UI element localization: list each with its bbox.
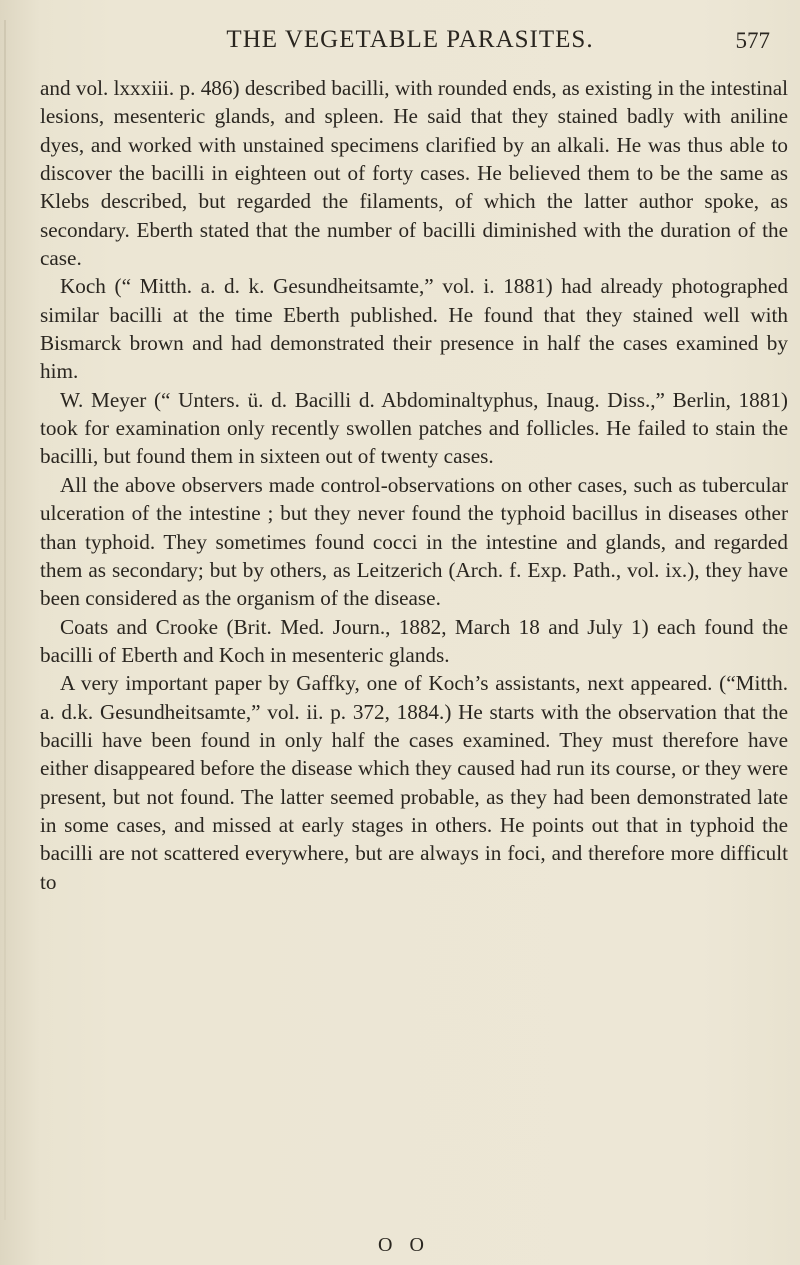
body-text <box>40 74 788 896</box>
signature-mark: O O <box>378 1234 430 1256</box>
page-number: 577 <box>735 28 770 53</box>
running-head: THE VEGETABLE PARASITES. <box>226 26 594 53</box>
paragraph: All the above observers made control-observations on other cases, such as tubercular ulceration of the intestine ; but they never found the typhoid bacillus in diseases other than typhoid. They sometimes found cocci in the intestine and glands, and regarded them as secondary; but by others, as Leitzerich (Arch. f. Exp. Path., vol. ix.), they have been considered as the organism of the disease. <box>40 472 788 611</box>
page-header <box>40 18 780 58</box>
paragraph: W. Meyer (“ Unters. ü. d. Bacilli d. Abdominaltyphus, Inaug. Diss.,” Berlin, 1881) took for examination only recently swollen patches and follicles. He failed to stain the bacilli, but found them in sixteen out of twenty cases. <box>40 387 788 469</box>
paragraph: Koch (“ Mitth. a. d. k. Gesundheitsamte,” vol. i. 1881) had already photographed similar bacilli at the time Eberth published. He found that they stained well with Bismarck brown and had demonstrated their presence in half the cases examined by him. <box>40 274 788 384</box>
paragraph: A very important paper by Gaffky, one of Koch’s assistants, next appeared. (“Mitth. a. d.k. Gesundheitsamte,” vol. ii. p. 372, 1884.) He starts with the observation that the bacilli have been found in only half the cases examined. They must therefore have either disappeared before the disease which they caused had run its course, or they were present, but not found. The latter seemed probable, as they had been demonstrated late in some cases, and missed at early stages in others. He points out that in typhoid the bacilli are not scattered everywhere, but are always in foci, and therefore more difficult to <box>40 671 788 894</box>
paragraph: Coats and Crooke (Brit. Med. Journ., 1882, March 18 and July 1) each found the bacilli of Eberth and Koch in mesenteric glands. <box>40 614 788 667</box>
page-gutter-shadow <box>4 20 6 1220</box>
paragraph: and vol. lxxxiii. p. 486) described bacilli, with rounded ends, as existing in the intestinal lesions, mesenteric glands, and spleen. He said that they stained badly with aniline dyes, and worked with unstained specimens clarified by an alkali. He was thus able to discover the bacilli in eighteen out of forty cases. He believed them to be the same as Klebs described, but regarded the filaments, of which the latter author spoke, as secondary. Eberth stated that the number of bacilli diminished with the duration of the case. <box>40 76 788 271</box>
